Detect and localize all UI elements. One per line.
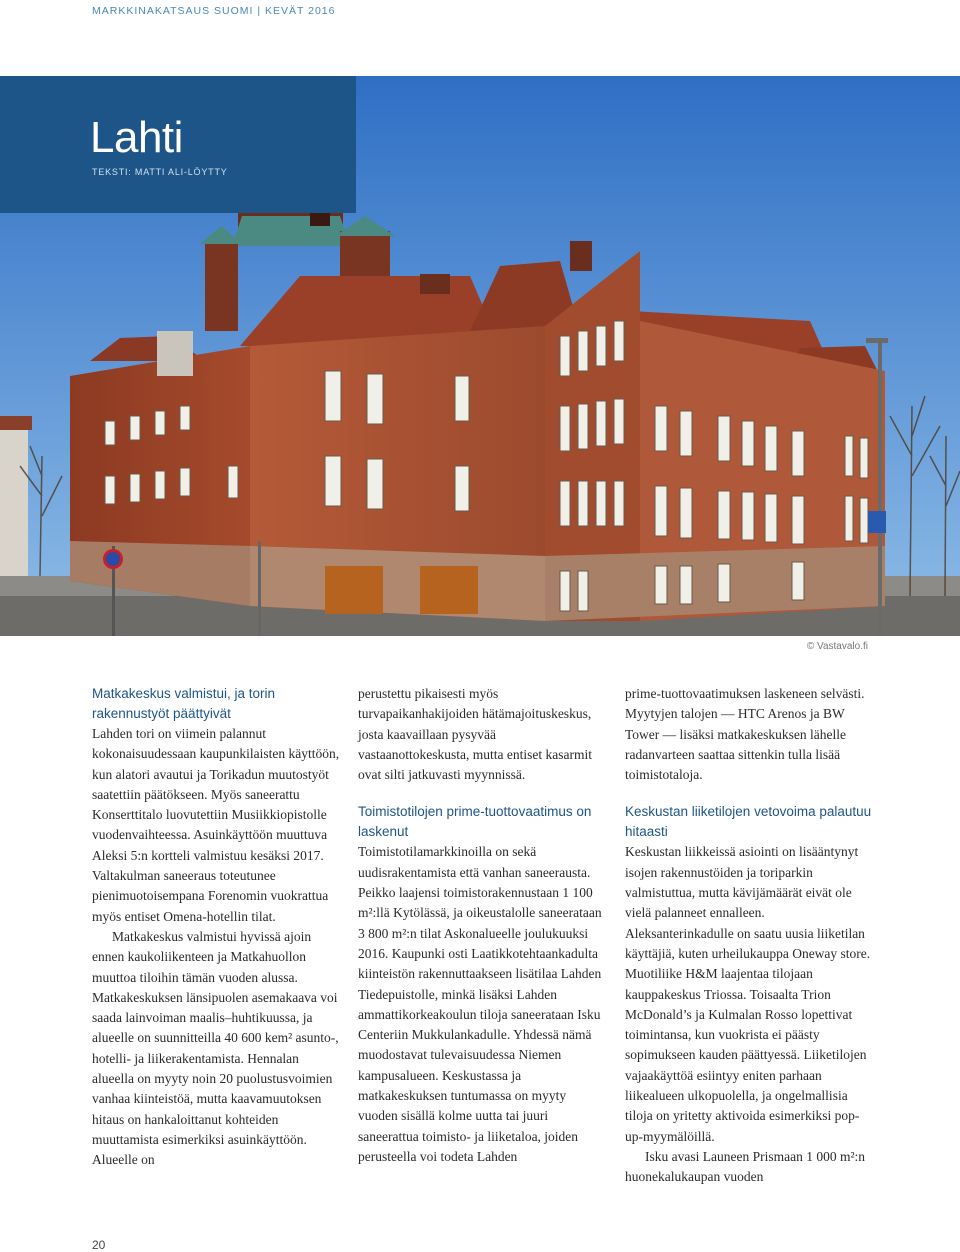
page-number: 20 (92, 1238, 106, 1252)
paragraph: Lahden tori on viimein palannut kokonaisuudessaan kaupunkilaisten käyttöön, kun alatori avautui ja Torikadun muutostyöt saatettiin päätökseen. Myös saneerattu Konserttitalo luovutettiin Musiikkiopistolle vuodenvaihteessa. Asuinkäyttöön muuttuva Aleksi 5:n kortteli valmistuu kesäksi 2017. Valtakulman saneeraus toteutunee pienimuotoisempana Forenomin vuokrattua myös entiset Omena-hotellin tilat. (92, 726, 340, 924)
paragraph: perustettu pikaisesti myös turvapaikanhakijoiden hätämajoituskeskus, josta kaavaillaan pysyvää vastaanottokeskusta, mutta entiset kasarmit ovat silti jatkuvasti myynnissä. (358, 686, 592, 783)
paragraph: Toimistotilamarkkinoilla on sekä uudisrakentamista että vanhan saneerausta. Peikko laajensi toimistorakennustaan 1 100 m²:llä Kytölässä, ja oikeustalolle saneerataan 3 800 m²:n tilat Askonalueelle joulukuuksi 2016. Kaupunki osti Laatikkotehtaankadulta kiinteistön rakennuttaakseen lisätilaa Lahden Tiedepuistolle, minkä lisäksi Lahden ammattikorkeakoulun tiloja saneerataan Isku Centeriin Mukkulankadulle. Yhdessä nämä muodostavat tulevaisuudessa Niemen kampusalueen. Keskustassa ja matkakeskuksen tuntumassa on myyty vuoden sisällä kolme uutta tai juuri saneerattua toimisto- ja liiketaloa, joiden perusteella voi todeta Lahden (358, 844, 602, 1164)
article-column-3 (625, 684, 873, 1188)
section-heading: Toimistotilojen prime-tuottovaatimus on laskenut (358, 804, 592, 840)
running-head: MARKKINAKATSAUS SUOMI | KEVÄT 2016 (92, 5, 336, 17)
paragraph: Keskustan liikkeissä asiointi on lisääntynyt isojen rakennustöiden ja toriparkin valmistuttua, mutta kävijämäärät eivät ole vielä palanneet ennalleen. Aleksanterinkadulle on saatu uusia liiketilan käyttäjiä, kuten urheilukauppa Oneway store. Muotiliike H&M laajentaa tilojaan kauppakeskus Triossa. Toisaalta Trion McDonald’s ja Kulmalan Rosso lopettivat toimintansa, kun vuokrista ei päästy sopimukseen kauden päättyessä. Liiketilojen vajaakäyttöä esiintyy eniten parhaan liikealueen ulkopuolella, ja ongelmallisia tiloja on yritetty aktivoida esimerkiksi pop-up-myymälöillä. (625, 844, 871, 1144)
paragraph: Isku avasi Launeen Prismaan 1 000 m²:n huonekalukaupan vuoden (625, 1148, 866, 1185)
section-heading: Matkakeskus valmistui, ja torin rakennustyöt päättyivät (92, 686, 276, 721)
photo-credit: © Vastavalo.fi (806, 641, 868, 652)
article-column-1 (92, 684, 340, 1171)
section-heading: Keskustan liiketilojen vetovoima palautuu hitaasti (625, 804, 872, 840)
byline: TEKSTI: MATTI ALI-LÖYTTY (92, 167, 228, 177)
title-box (0, 76, 356, 213)
paragraph: Matkakeskus valmistui hyvissä ajoin ennen kaukoliikenteen ja Matkahuollon muuttoa tiloihin tämän vuoden alussa. Matkakeskuksen länsipuolen asemakaava voi saada lainvoiman maalis–huhtikuussa, ja alueelle on suunnitteilla 40 600 kem² asunto-, hotelli- ja liikerakentamista. Hennalan alueella on myyty noin 20 puolustusvoimien vanhaa kiinteistöä, mutta kaavamuutoksen hitaus on hankaloittanut kohteiden muuttamista esimerkiksi asuinkäyttöön. Alueelle on (92, 928, 339, 1168)
paragraph: prime-tuottovaatimuksen laskeneen selvästi. Myytyjen talojen — HTC Arenos ja BW Tower — lisäksi matkakeskuksen lähelle radanvarteen saattaa sittenkin tulla lisää toimistotaloja. (625, 686, 865, 783)
page-title: Lahti (90, 113, 183, 162)
article-column-2 (358, 684, 606, 1167)
